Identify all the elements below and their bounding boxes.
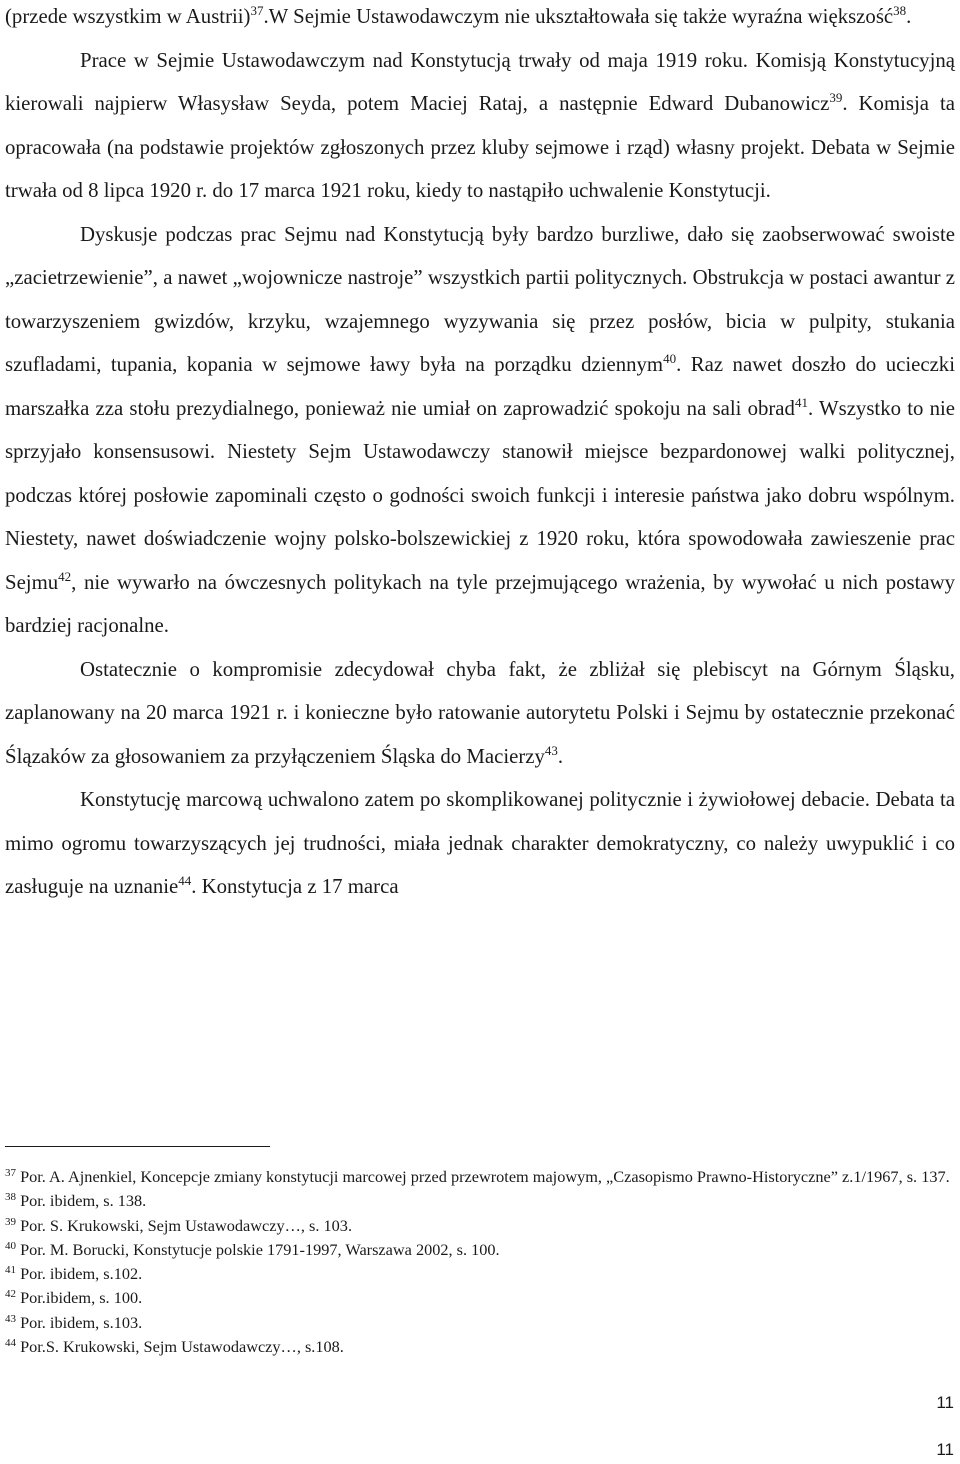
text-span: (przede wszystkim w Austrii) — [5, 5, 251, 28]
footnote-number: 43 — [5, 1312, 16, 1325]
footnote-ref-40[interactable]: 40 — [663, 351, 677, 366]
footnote-number: 38 — [5, 1191, 16, 1204]
text-span: . Konstytucja z 17 marca — [191, 875, 399, 898]
footnote-number: 40 — [5, 1239, 16, 1252]
footnote-number: 41 — [5, 1264, 16, 1277]
footnote-ref-39[interactable]: 39 — [829, 90, 843, 105]
paragraph-4 — [5, 648, 955, 779]
page-number-footer: 11 — [936, 1440, 954, 1459]
footnote-number: 44 — [5, 1337, 16, 1350]
footnote-40 — [5, 1238, 955, 1262]
page-number: 11 — [936, 1393, 954, 1412]
footnote-text: Por. S. Krukowski, Sejm Ustawodawczy…, s. 103. — [16, 1215, 353, 1235]
footnote-ref-38[interactable]: 38 — [893, 3, 907, 18]
footnote-ref-41[interactable]: 41 — [794, 394, 808, 410]
paragraph-2 — [5, 39, 955, 213]
footnotes — [5, 1165, 955, 1359]
paragraph-5 — [5, 778, 955, 909]
footnote-ref-37[interactable]: 37 — [250, 3, 264, 18]
text-span: Prace w Sejmie Ustawodawczym nad Konstytucją trwały od maja 1919 roku. Komisją Konstytucyjną kierowali najpierw Własysław Seyda, potem Maciej Rataj, a następnie Edward Dubanowicz — [5, 48, 955, 115]
text-span: Konstytucję marcową uchwalono zatem po skomplikowanej politycznie i żywiołowej debacie. Debata ta mimo ogromu towarzyszących jej trudności, miała jednak charakter demokratyczny, co należy uwypuklić i co zasługuje na uznanie — [5, 788, 955, 898]
footnote-number: 39 — [5, 1215, 16, 1228]
text-span: .W Sejmie Ustawodawczym nie ukształtowała się także wyraźna większość — [263, 5, 894, 28]
footnote-37 — [5, 1165, 955, 1189]
text-span: , nie wywarło na ówczesnych politykach na tyle przejmującego wrażenia, by wywołać u nich postawy bardziej racjonalne. — [5, 570, 955, 637]
footnote-38 — [5, 1189, 955, 1213]
footnote-text: Por. A. Ajnenkiel, Koncepcje zmiany konstytucji marcowej przed przewrotem majowym, „Czasopismo Prawno-Historyczne” z.1/1967, s. 137. — [16, 1167, 950, 1186]
footnote-number: 37 — [5, 1167, 16, 1179]
footnote-ref-44[interactable]: 44 — [178, 873, 192, 888]
text-span: . Wszystko to nie sprzyjało konsensusowi. Niestety Sejm Ustawodawczy stanowił miejsce bezpardonowej walki politycznej, podczas której posłowie zapominali często o godności swoich funkcji i interesie państwa jako dobru wspólnym. Niestety, nawet doświadczenie wojny polsko-bolszewickiej z 1920 roku, która spowodowała zawieszenie prac Sejmu — [5, 396, 955, 594]
footnote-42 — [5, 1286, 955, 1310]
footnote-44 — [5, 1335, 955, 1359]
text-span: . — [557, 744, 564, 768]
footnote-text: Por.ibidem, s. 100. — [16, 1288, 143, 1308]
paragraph-1 — [5, 0, 955, 39]
text-span: . Komisja ta opracowała (na podstawie projektów zgłoszonych przez kluby sejmowe i rząd) własny projekt. Debata w Sejmie trwała od 8 lipca 1920 r. do 17 marca 1921 roku, kiedy to nastąpiło uchwalenie Konstytucji. — [5, 92, 955, 202]
footnote-text: Por. ibidem, s. 138. — [16, 1191, 147, 1211]
footnote-39 — [5, 1214, 955, 1238]
text-span: . — [906, 5, 912, 28]
footnote-43 — [5, 1311, 955, 1335]
footnote-41 — [5, 1262, 955, 1286]
footnote-separator — [5, 1146, 270, 1147]
footnote-text: Por. ibidem, s.103. — [16, 1312, 143, 1332]
document-page — [5, 0, 955, 909]
body-text — [5, 0, 955, 909]
footnote-text: Por. ibidem, s.102. — [16, 1264, 143, 1284]
footnote-text: Por.S. Krukowski, Sejm Ustawodawczy…, s.108. — [16, 1337, 344, 1357]
text-span: . Raz nawet doszło do ucieczki marszałka zza stołu prezydialnego, ponieważ nie umiał on zaprowadzić spokoju na sali obrad — [5, 353, 955, 420]
text-span: Ostatecznie o kompromisie zdecydował chyba fakt, że zbliżał się plebiscyt na Górnym Śląsku, zaplanowany na 20 marca 1921 r. i konieczne było ratowanie autorytetu Polski i Sejmu by ostatecznie przekonać Ślązaków za głosowaniem za przyłączeniem Śląska do Macierzy — [5, 657, 955, 768]
text-span: Dyskusje podczas prac Sejmu nad Konstytucją były bardzo burzliwe, dało się zaobserwować swoiste „zacietrzewienie”, a nawet „wojownicze nastroje” wszystkich partii politycznych. Obstrukcja w postaci awantur z towarzyszeniem gwizdów, krzyku, wzajemnego wyzywania się przez posłów, bicia w pulpity, stukania szufladami, tupania, kopania w sejmowe ławy była na porządku dziennym — [5, 222, 955, 376]
footnote-ref-43[interactable]: 43 — [544, 742, 558, 758]
footnote-number: 42 — [5, 1288, 16, 1301]
footnote-ref-42[interactable]: 42 — [58, 568, 72, 584]
footnote-text: Por. M. Borucki, Konstytucje polskie 1791-1997, Warszawa 2002, s. 100. — [16, 1239, 500, 1259]
paragraph-3 — [5, 213, 955, 648]
